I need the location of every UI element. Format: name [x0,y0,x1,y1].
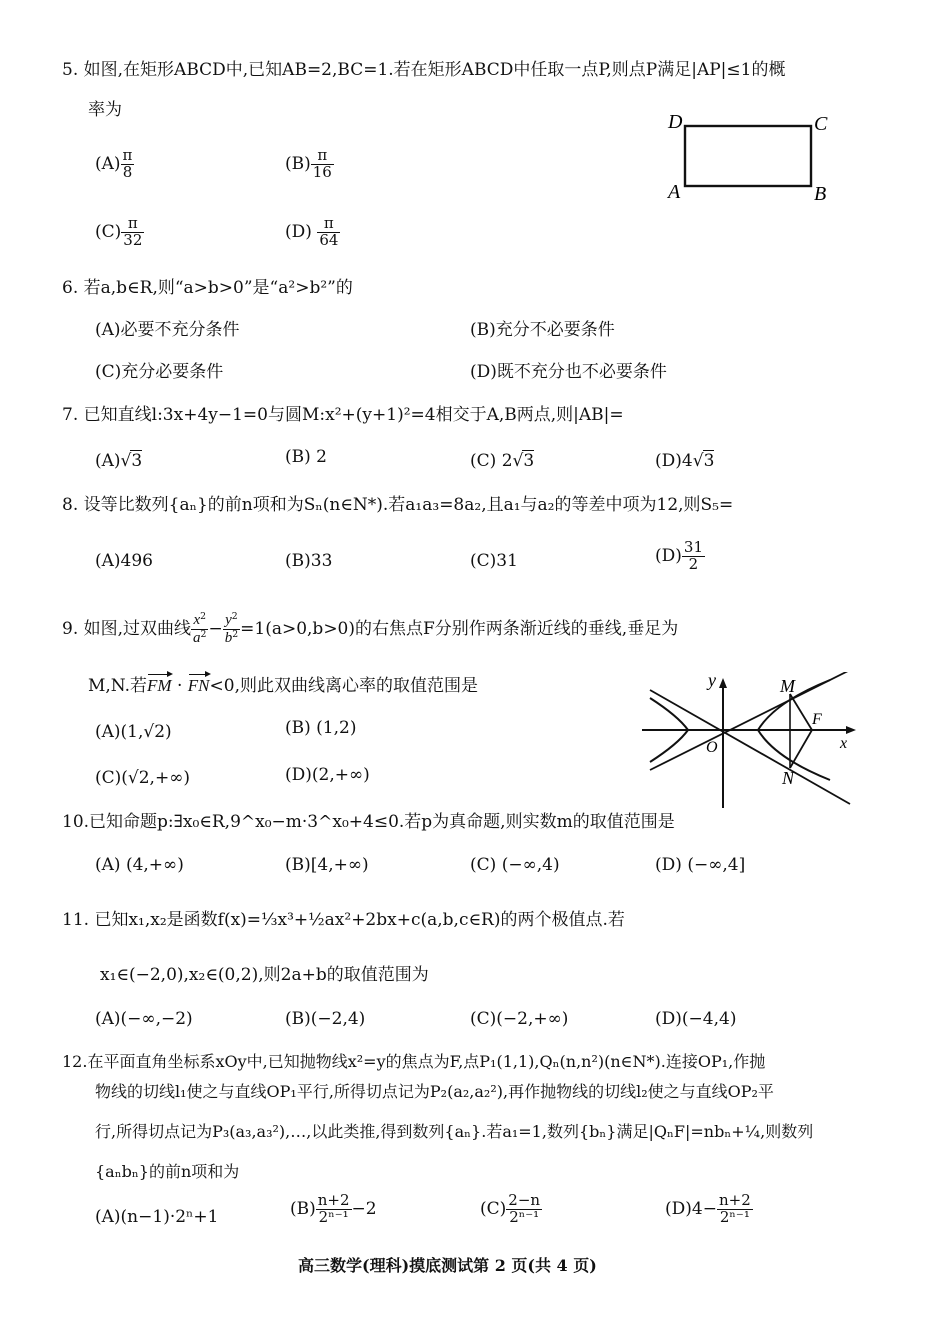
q7-number: 7. [62,405,79,425]
vector-fm: FM [147,676,172,695]
page-footer: 高三数学(理科)摸底测试第 2 页(共 4 页) [298,1256,597,1275]
q6-number: 6. [62,278,79,298]
label-o: O [706,739,718,756]
q12-option-a: (A)(n−1)·2ⁿ+1 [95,1207,219,1227]
q10-number: 10. [62,812,90,832]
q12-line4: {aₙbₙ}的前n项和为 [95,1162,240,1181]
q9-number: 9. [62,618,79,639]
q11-stem-line2: x₁∈(−2,0),x₂∈(0,2),则2a+b的取值范围为 [100,965,429,985]
label-y: y [708,672,716,690]
q5-option-b: (B) $\frac{\pi}{16}$ [285,146,332,181]
q11-stem-line1: 11. 已知x₁,x₂是函数f(x)=⅓x³+½ax²+2bx+c(a,b,c∈R)的两个极值点.若 [62,910,625,930]
x-axis-arrow [846,726,856,734]
q5-option-a: (A) $\frac{\pi}{8}$ [95,146,133,181]
q12-option-d: (D)4− $\frac{n+2}{\text{2ⁿ⁻¹}}$ [665,1191,751,1226]
q11-option-c: (C)(−2,+∞) [470,1009,569,1029]
q9-stem-line2: M,N.若FM · FN<0,则此双曲线离心率的取值范围是 [88,676,478,696]
q6-option-d: (D)既不充分也不必要条件 [470,362,667,382]
q12-number: 12. [62,1052,88,1071]
q11-option-b: (B)(−2,4) [285,1009,366,1029]
asymptote-down [650,690,850,804]
q12-line3: 行,所得切点记为P₃(a₃,a₃²),…,以此类推,得到数列{aₙ}.若a₁=1,数列{bₙ}满足|QₙF|=nbₙ+¼,则数列 [95,1122,814,1141]
label-c: C [814,113,828,135]
label-x: x [840,735,848,752]
q10-option-c: (C) (−∞,4) [470,855,560,875]
q5-stem-line1 [62,60,785,80]
q5-rectangle-figure [660,108,840,208]
q12-option-b: (B) $\frac{n+2}{\text{2ⁿ⁻¹}}$ −2 [290,1191,377,1226]
q5-stem-text: 如图,在矩形ABCD中,已知AB=2,BC=1.若在矩形ABCD中任取一点P,则点P满足|AP|≤1的概 [83,60,786,80]
q7-option-b: (B) 2 [285,447,327,467]
q8-number: 8. [62,495,79,515]
q5-number: 5. [62,60,79,80]
label-n: N [782,768,795,788]
q8-option-c: (C)31 [470,551,518,571]
q12-line2: 物线的切线l₁使之与直线OP₁平行,所得切点记为P₂(a₂,a₂²),再作抛物线的切线l₂使之与直线OP₂平 [95,1082,774,1101]
q10-option-b: (B)[4,+∞) [285,855,369,875]
q5-option-d: (D) $\frac{\pi}{64}$ [285,214,339,249]
label-m: M [780,676,795,696]
q9-stem-line1: 9. 如图,过双曲线 $\frac{x^2}{a^2}$ − $\frac{y^2}{b^2}$ =1(a>0,b>0)的右焦点F分别作两条渐近线的垂线,垂足为 [62,610,679,646]
q12-line1: 12.在平面直角坐标系xOy中,已知抛物线x²=y的焦点为F,点P₁(1,1),Qₙ(n,n²)(n∈N*).连接OP₁,作抛 [62,1052,766,1071]
label-d: D [668,111,683,133]
q8-stem: 8. 设等比数列{aₙ}的前n项和为Sₙ(n∈N*).若a₁a₃=8a₂,且a₁与a₂的等差中项为12,则S₅= [62,495,734,515]
q7-stem: 7. 已知直线l:3x+4y−1=0与圆M:x²+(y+1)²=4相交于A,B两点,则|AB|= [62,405,624,425]
q11-number: 11. [62,910,90,930]
q6-option-b: (B)充分不必要条件 [470,320,615,340]
vector-fn: FN [187,676,210,695]
label-f: F [812,711,822,728]
q9-hyperbola-figure [640,672,865,812]
q11-option-a: (A)(−∞,−2) [95,1009,193,1029]
q10-option-a: (A) (4,+∞) [95,855,184,875]
rectangle-abcd [685,126,811,186]
q7-option-d: (D)4√3 [655,451,715,471]
y-axis-arrow [719,678,727,688]
q12-option-c: (C) $\frac{2-n}{\text{2ⁿ⁻¹}}$ [480,1191,541,1226]
q8-option-d: (D) $\frac{31}{2}$ [655,538,703,573]
q9-option-c: (C)(√2,+∞) [95,768,191,788]
q8-option-a: (A)496 [95,551,153,571]
q5-option-c: (C) $\frac{\pi}{32}$ [95,214,143,249]
q9-option-d: (D)(2,+∞) [285,765,370,785]
q9-option-b: (B) (1,2) [285,718,357,738]
q6-option-c: (C)充分必要条件 [95,362,224,382]
q9-option-a: (A)(1,√2) [95,722,172,742]
q5-stem-line2: 率为 [88,100,122,120]
q7-option-a: (A)√3 [95,451,143,471]
label-a: A [668,181,681,203]
q10-option-d: (D) (−∞,4] [655,855,746,875]
q6-option-a: (A)必要不充分条件 [95,320,240,340]
q11-option-d: (D)(−4,4) [655,1009,737,1029]
label-b: B [814,183,827,205]
q7-option-c: (C) 2√3 [470,451,535,471]
q8-option-b: (B)33 [285,551,333,571]
q10-stem: 10.已知命题p:∃x₀∈R,9^x₀−m·3^x₀+4≤0.若p为真命题,则实数m的取值范围是 [62,812,675,832]
q6-stem: 6. 若a,b∈R,则“a>b>0”是“a²>b²”的 [62,278,353,298]
